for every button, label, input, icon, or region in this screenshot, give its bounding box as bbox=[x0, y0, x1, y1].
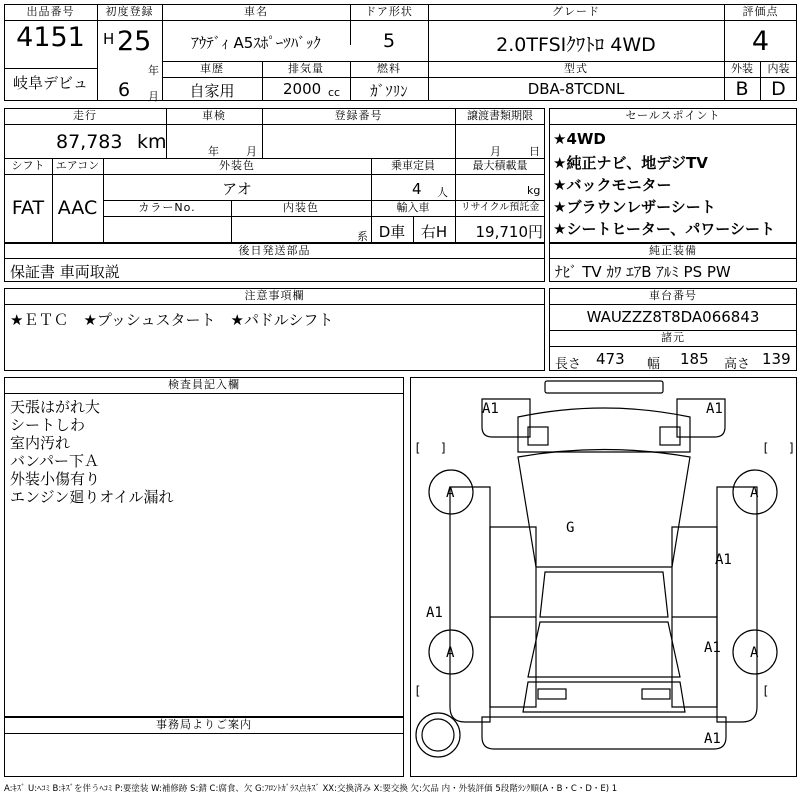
mark-windshield: G bbox=[566, 520, 575, 536]
shift-value: FAT bbox=[11, 197, 45, 219]
bracket-left-rear: [ bbox=[414, 684, 422, 698]
mark-front-right: A1 bbox=[706, 401, 723, 417]
reg-label: 初度登録 bbox=[105, 5, 154, 18]
color-value: アオ bbox=[222, 180, 252, 198]
rear-light-left bbox=[538, 689, 566, 699]
grade-label: グレード bbox=[552, 5, 600, 18]
int-score-label: 内装 bbox=[767, 62, 790, 75]
front-light-left bbox=[528, 427, 548, 445]
inspection-year-unit: 年 bbox=[208, 145, 219, 158]
car-label: 車名 bbox=[244, 5, 268, 18]
sales-point: ★バックモニター bbox=[553, 176, 672, 194]
capacity-label: 乗車定員 bbox=[391, 159, 435, 172]
recycle-value: 19,710円 bbox=[475, 223, 543, 241]
handle-value: 右H bbox=[420, 223, 448, 241]
fuel-label: 燃料 bbox=[377, 62, 401, 75]
transfer-label: 譲渡書類期限 bbox=[467, 109, 533, 122]
mark-rear-bumper: A1 bbox=[704, 731, 721, 747]
bracket-left-front: [ bbox=[414, 441, 422, 455]
mark-right-rear: A1 bbox=[704, 640, 721, 656]
inspector-note: 天張はがれ大 bbox=[10, 398, 101, 416]
ext-score-label: 外装 bbox=[731, 62, 753, 75]
chassis-number: WAUZZZ8T8DA066843 bbox=[586, 308, 760, 326]
roof-panel bbox=[540, 572, 668, 617]
displacement-label: 排気量 bbox=[288, 62, 324, 75]
mark-right-door: A1 bbox=[715, 552, 732, 568]
lot-label: 出品番号 bbox=[26, 5, 75, 18]
intcolor-label: 内装色 bbox=[283, 201, 319, 214]
sales-point: ★シートヒーター、パワーシート bbox=[553, 220, 775, 238]
mark-wheel-front-right: A bbox=[750, 485, 759, 501]
import-label: 輸入車 bbox=[396, 201, 430, 214]
bracket-right-rear: [ bbox=[762, 684, 770, 698]
length-label: 長さ bbox=[555, 357, 582, 372]
bracket-right-front: [ bbox=[762, 441, 770, 455]
load-unit: kg bbox=[527, 184, 541, 197]
legend-text: A:ｷｽﾞ U:ﾍｺﾐ B:ｷｽﾞを伴うﾍｺﾐ P:要塗装 W:補修跡 S:錆 C:腐食、欠 G:ﾌﾛﾝﾄｶﾞﾗｽ点ｷｽﾞ XX:交換済み X:要交換 欠:欠品 内・外装評価 5段階ﾗﾝｸ順(A・B・C・D・E) 1 bbox=[4, 784, 618, 794]
mark-wheel-front-left: A bbox=[446, 485, 455, 501]
dims-label: 諸元 bbox=[661, 331, 685, 344]
notes-value: ★ＥＴＣ ★プッシュスタート ★パドルシフト bbox=[10, 311, 334, 329]
auction-venue: 岐阜デビュ bbox=[12, 74, 88, 92]
import-value: D車 bbox=[378, 223, 406, 241]
mileage-unit: km bbox=[137, 131, 167, 153]
equipment-value: ﾅﾋﾞ TV ｶﾜ ｴｱB ｱﾙﾐ PS PW bbox=[555, 263, 731, 281]
capacity-unit: 人 bbox=[437, 186, 448, 199]
mileage-value: 87,783 bbox=[56, 131, 123, 153]
history-value: 自家用 bbox=[189, 82, 235, 100]
reg-era: H bbox=[103, 30, 115, 48]
ac-label: エアコン bbox=[55, 159, 100, 172]
sales-point: ★ブラウンレザーシート bbox=[553, 198, 716, 216]
history-label: 車歴 bbox=[200, 62, 224, 75]
width-label: 幅 bbox=[647, 357, 661, 372]
mileage-label: 走行 bbox=[73, 109, 97, 122]
inspector-note: 外装小傷有り bbox=[10, 470, 101, 488]
inspector-note: シートしわ bbox=[10, 416, 86, 434]
later-parts-value: 保証書 車両取説 bbox=[10, 263, 120, 281]
fuel-value: ｶﾞｿﾘﾝ bbox=[370, 82, 408, 100]
notes-label: 注意事項欄 bbox=[244, 289, 305, 302]
door-label: ドア形状 bbox=[365, 5, 413, 18]
sales-point: ★純正ナビ、地デジTV bbox=[553, 154, 708, 172]
displacement-unit: cc bbox=[328, 86, 341, 99]
bracket-left-front-close: ] bbox=[440, 441, 448, 455]
reg-year: 25 bbox=[117, 26, 152, 57]
car-diagram bbox=[410, 377, 797, 777]
ac-value: AAC bbox=[57, 197, 98, 219]
model-label: 型式 bbox=[564, 62, 588, 75]
inspection-month-unit: 月 bbox=[246, 145, 257, 158]
ext-score-value: B bbox=[735, 78, 749, 100]
int-score-value: D bbox=[771, 78, 786, 100]
mark-left-rear: A1 bbox=[426, 605, 443, 621]
reg-year-unit: 年 bbox=[148, 64, 159, 77]
inspector-note: 室内汚れ bbox=[10, 434, 71, 452]
displacement-value: 2000 bbox=[283, 80, 322, 98]
grade-value: 2.0TFSIｸﾜﾄﾛ 4WD bbox=[496, 34, 656, 56]
car-name: ｱｳﾃﾞｨ A5ｽﾎﾟｰﾂﾊﾞｯｸ bbox=[191, 34, 321, 52]
sales-point: ★4WD bbox=[553, 130, 606, 148]
right-side-panel bbox=[717, 487, 757, 722]
mark-wheel-rear-left: A bbox=[446, 645, 455, 661]
reg-month-unit: 月 bbox=[148, 90, 159, 103]
score-value: 4 bbox=[751, 26, 770, 57]
height-value: 139 bbox=[762, 350, 791, 368]
rear-light-right bbox=[642, 689, 670, 699]
regno-label: 登録番号 bbox=[334, 109, 383, 122]
inspector-note: エンジン廻りオイル漏れ bbox=[10, 488, 174, 506]
inspector-note: バンパー下Ａ bbox=[10, 452, 99, 470]
capacity-value: 4 bbox=[412, 180, 422, 198]
equipment-label: 純正装備 bbox=[649, 244, 697, 257]
reg-month: 6 bbox=[118, 79, 131, 101]
color-label: 外装色 bbox=[219, 159, 255, 172]
lot-number: 4151 bbox=[16, 22, 85, 53]
mark-wheel-rear-right: A bbox=[750, 645, 759, 661]
model-value: DBA-8TCDNL bbox=[527, 80, 625, 98]
office-label: 事務局よりご案内 bbox=[156, 718, 252, 731]
door-value: 5 bbox=[382, 30, 396, 52]
sales-label: セールスポイント bbox=[625, 109, 721, 122]
load-label: 最大積載量 bbox=[472, 159, 528, 172]
spare-wheel-inner bbox=[422, 719, 454, 751]
score-label: 評価点 bbox=[742, 5, 779, 18]
shift-label: シフト bbox=[11, 159, 45, 172]
transfer-month-unit: 月 bbox=[490, 145, 501, 158]
inspection-label: 車検 bbox=[202, 109, 226, 122]
chassis-label: 車台番号 bbox=[649, 289, 697, 302]
height-label: 高さ bbox=[724, 357, 751, 372]
rear-bumper bbox=[482, 717, 726, 749]
colorno-label: カラーNo. bbox=[138, 201, 196, 214]
transfer-day-unit: 日 bbox=[529, 145, 540, 158]
inspector-label: 検査員記入欄 bbox=[168, 378, 240, 391]
width-value: 185 bbox=[680, 350, 709, 368]
later-parts-label: 後日発送部品 bbox=[238, 244, 311, 257]
windshield bbox=[518, 450, 690, 568]
left-side-panel bbox=[450, 487, 490, 722]
length-value: 473 bbox=[596, 350, 625, 368]
trunk-panel bbox=[523, 682, 685, 712]
intcolor-unit: 系 bbox=[357, 230, 368, 243]
front-bumper-top bbox=[545, 381, 663, 393]
recycle-label: リサイクル預託金 bbox=[460, 202, 540, 213]
mark-front-left: A1 bbox=[482, 401, 499, 417]
rear-window bbox=[528, 622, 680, 677]
bracket-right-front-close: ] bbox=[788, 441, 796, 455]
